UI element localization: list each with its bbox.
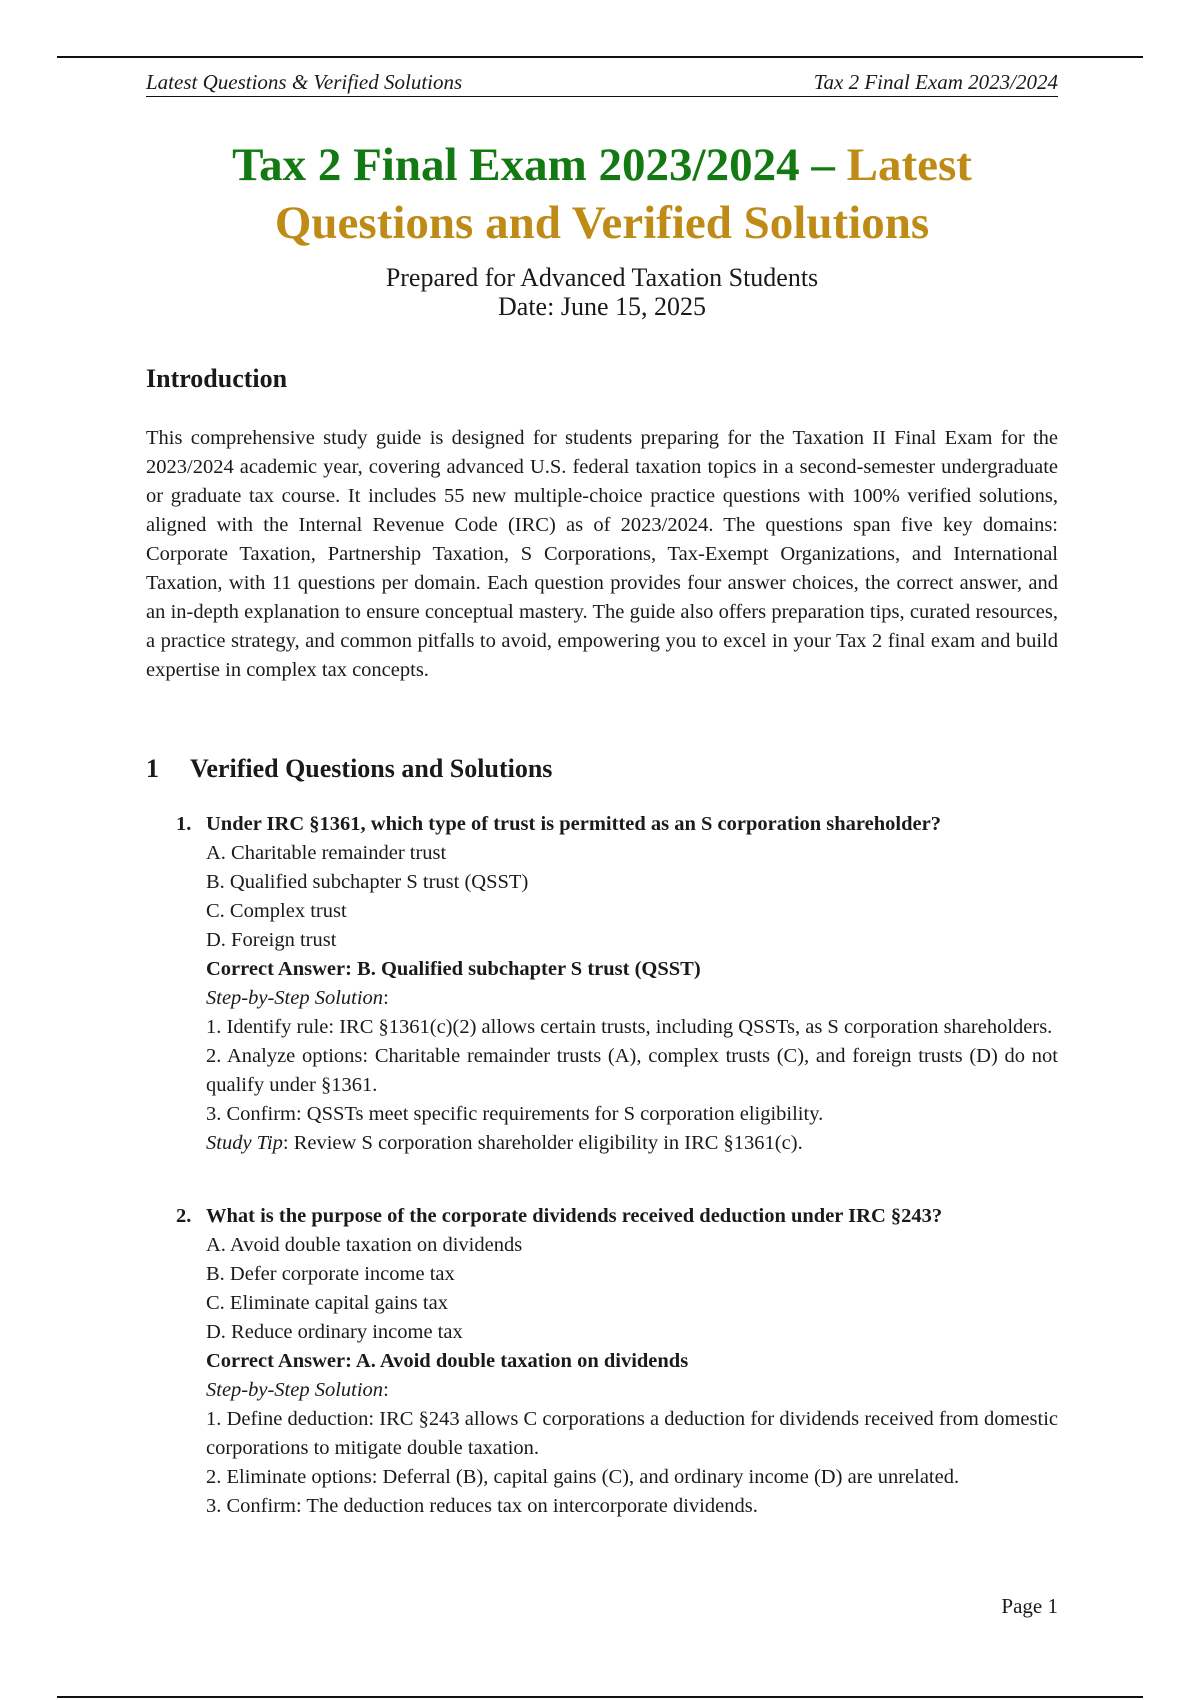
section-number: 1 bbox=[146, 754, 159, 783]
answer-option-a: A. Charitable remainder trust bbox=[206, 842, 447, 864]
running-header bbox=[146, 70, 1058, 97]
solution-step: 3. Confirm: QSSTs meet specific requirements for S corporation eligibility. bbox=[206, 1103, 824, 1125]
top-rule bbox=[57, 56, 1143, 58]
page-number: Page 1 bbox=[1001, 1594, 1058, 1618]
running-header-right: Tax 2 Final Exam 2023/2024 bbox=[813, 70, 1058, 94]
correct-answer: Correct Answer: A. Avoid double taxation on dividends bbox=[206, 1350, 689, 1372]
correct-answer: Correct Answer: B. Qualified subchapter S trust (QSST) bbox=[206, 958, 701, 980]
introduction-paragraph: This comprehensive study guide is designed for students preparing for the Taxation II Final Exam for the 2023/2024 academic year, covering advanced U.S. federal taxation topics in a second-semester undergraduate or graduate tax course. It includes 55 new multiple-choice practice questions with 100% verified solutions, aligned with the Internal Revenue Code (IRC) as of 2023/2024. The questions span five key domains: Corporate Taxation, Partnership Taxation, S Corporations, Tax-Exempt Organizations, and International Taxation, with 11 questions per domain. Each question provides four answer choices, the correct answer, and an in-depth explanation to ensure conceptual mastery. The guide also offers preparation tips, curated resources, a practice strategy, and common pitfalls to avoid, empowering you to excel in your Tax 2 final exam and build expertise in complex tax concepts. bbox=[146, 427, 1058, 681]
introduction-heading: Introduction bbox=[146, 364, 288, 393]
solution-label-line: Step-by-Step Solution: bbox=[206, 1379, 389, 1401]
document-title bbox=[146, 136, 1058, 252]
solution-step: 1. Identify rule: IRC §1361(c)(2) allows certain trusts, including QSSTs, as S corporation shareholders. bbox=[206, 1016, 1053, 1038]
answer-option-d: D. Reduce ordinary income tax bbox=[206, 1321, 463, 1343]
section-heading bbox=[146, 754, 552, 784]
title-part-1: Tax 2 Final Exam 2023/2024 – bbox=[232, 139, 835, 191]
subtitle-prepared-for: Prepared for Advanced Taxation Students bbox=[385, 263, 819, 292]
solution-step: 2. Analyze options: Charitable remainder trusts (A), complex trusts (C), and foreign trusts (D) do not qualify under §1361. bbox=[206, 1045, 1058, 1096]
question-text bbox=[146, 810, 1058, 839]
subtitle-block bbox=[146, 263, 1058, 321]
section-title: Verified Questions and Solutions bbox=[190, 754, 553, 783]
question-body bbox=[146, 1231, 1058, 1521]
question-number: 1. bbox=[176, 813, 192, 835]
question-item bbox=[146, 810, 1058, 1158]
running-header-left: Latest Questions & Verified Solutions bbox=[146, 70, 463, 94]
question-body bbox=[146, 839, 1058, 1158]
solution-step: 1. Define deduction: IRC §243 allows C corporations a deduction for dividends received from domestic corporations to mitigate double taxation. bbox=[206, 1408, 1058, 1459]
question-prompt: What is the purpose of the corporate dividends received deduction under IRC §243? bbox=[206, 1205, 943, 1227]
title-part-2: Latest Questions and Verified Solutions bbox=[274, 139, 972, 249]
solution-label-line: Step-by-Step Solution: bbox=[206, 987, 389, 1009]
solution-step: 3. Confirm: The deduction reduces tax on intercorporate dividends. bbox=[206, 1495, 758, 1517]
question-text bbox=[146, 1202, 1058, 1231]
solution-label: Step-by-Step Solution bbox=[206, 987, 384, 1009]
study-tip bbox=[206, 1129, 1058, 1158]
answer-option-c: C. Eliminate capital gains tax bbox=[206, 1292, 448, 1314]
answer-option-d: D. Foreign trust bbox=[206, 929, 337, 951]
study-tip-text: : Review S corporation shareholder eligibility in IRC §1361(c). bbox=[282, 1132, 803, 1154]
solution-label: Step-by-Step Solution bbox=[206, 1379, 384, 1401]
answer-option-b: B. Qualified subchapter S trust (QSST) bbox=[206, 871, 529, 893]
question-number: 2. bbox=[176, 1205, 192, 1227]
question-prompt: Under IRC §1361, which type of trust is permitted as an S corporation shareholder? bbox=[206, 813, 941, 835]
study-tip-label: Study Tip bbox=[206, 1132, 283, 1154]
subtitle-date: Date: June 15, 2025 bbox=[498, 292, 706, 321]
answer-option-c: C. Complex trust bbox=[206, 900, 347, 922]
solution-step: 2. Eliminate options: Deferral (B), capital gains (C), and ordinary income (D) are unrelated. bbox=[206, 1466, 960, 1488]
answer-option-a: A. Avoid double taxation on dividends bbox=[206, 1234, 523, 1256]
question-item bbox=[146, 1202, 1058, 1521]
answer-option-b: B. Defer corporate income tax bbox=[206, 1263, 455, 1285]
bottom-rule bbox=[57, 1696, 1143, 1698]
